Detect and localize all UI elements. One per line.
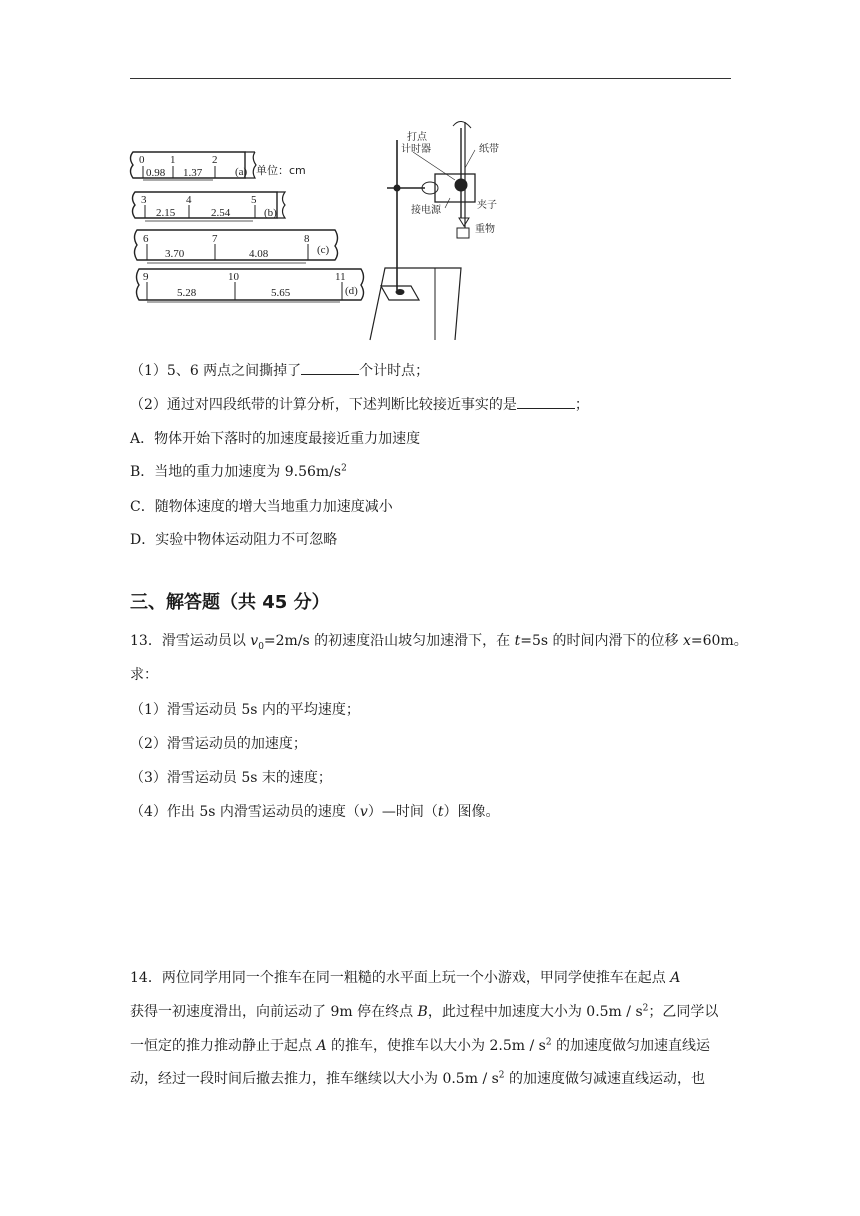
q12-option-b-text: B．当地的重力加速度为 9.56m/s	[130, 464, 342, 480]
q12-part1-text: （1）5、6 两点之间撕掉了	[130, 363, 302, 379]
q12-part2	[130, 394, 589, 414]
q14-sup-2: 2	[545, 1037, 552, 1048]
unit-label: 单位：cm	[256, 164, 306, 177]
tape-d	[137, 269, 364, 302]
tape-a	[131, 152, 257, 180]
tape-d-seg-1: 5.28	[177, 287, 197, 299]
q13-sub4-c: ）图像。	[443, 804, 500, 820]
q12-part1-tail: 个计时点；	[359, 363, 430, 379]
q12-option-d: D．实验中物体运动阻力不可忽略	[130, 532, 338, 548]
tape-b-seg-1: 2.15	[156, 207, 176, 219]
q12-option-b-sup: 2	[341, 463, 347, 474]
q13-sub4-a: （4）作出 5s 内滑雪运动员的速度（	[130, 804, 360, 820]
tape-b	[133, 192, 286, 221]
label-weight: 重物	[475, 224, 495, 235]
tape-c	[135, 230, 338, 263]
q12-part2-tail: ；	[574, 397, 589, 413]
tape-b-point-5: 5	[251, 194, 257, 206]
q14-point-a: A	[670, 970, 681, 986]
tape-b-point-3: 3	[141, 194, 147, 206]
tape-c-point-8: 8	[304, 233, 310, 245]
tape-a-seg-2: 1.37	[183, 167, 203, 179]
label-timer-1: 打点	[407, 132, 427, 143]
tape-c-seg-2: 4.08	[249, 248, 269, 260]
tape-d-point-11: 11	[335, 271, 346, 283]
q12-option-c: C．随物体速度的增大当地重力加速度减小	[130, 499, 393, 515]
q14-point-a-2: A	[316, 1038, 327, 1054]
q13-line2: 求：	[130, 667, 158, 683]
tape-c-point-7: 7	[212, 233, 218, 245]
tape-a-point-2: 2	[212, 154, 218, 166]
q12-part2-text: （2）通过对四段纸带的计算分析，下述判断比较接近事实的是	[130, 397, 517, 413]
q13-x: x	[683, 633, 691, 649]
label-clip: 夹子	[477, 200, 497, 211]
q14-text-1: 14．两位同学用同一个推车在同一粗糙的水平面上玩一个小游戏，甲同学使推车在起点	[130, 970, 671, 986]
q12-option-a: A．物体开始下落时的加速度最接近重力加速度	[130, 431, 421, 447]
experiment-figure	[125, 108, 505, 352]
q14-text-2b: ，此过程中加速度大小为 0.5m / s	[427, 1004, 643, 1020]
q14-text-4a: 动，经过一段时间后撤去推力，推车继续以大小为 0.5m / s	[130, 1071, 499, 1087]
tape-a-point-0: 0	[139, 154, 145, 166]
q13-text-d: =60m。	[690, 633, 748, 649]
tape-a-seg-1: 0.98	[146, 167, 166, 179]
q14-text-4b: 的加速度做匀减速直线运动，也	[504, 1071, 705, 1087]
q13-t: t	[514, 633, 521, 649]
tape-d-seg-2: 5.65	[271, 287, 291, 299]
tape-d-point-9: 9	[143, 271, 149, 283]
section-3-heading: 三、解答题（共 45 分）	[130, 592, 330, 613]
q12-option-b	[130, 461, 347, 481]
q14-line3	[130, 1035, 710, 1055]
q12-part1	[130, 360, 429, 380]
q13-sub4-t: t	[437, 804, 444, 820]
header-rule	[130, 78, 731, 79]
q14-line4	[130, 1068, 705, 1088]
q12-part1-blank	[301, 362, 359, 375]
label-power: 接电源	[411, 205, 441, 216]
q13-v0-sub: 0	[258, 641, 264, 652]
q14-text-3b: 的推车，使推车以大小为 2.5m / s	[326, 1038, 546, 1054]
label-timer-2: 计时器	[401, 144, 431, 155]
q13-line1	[130, 630, 748, 652]
tape-d-tag: (d)	[345, 285, 358, 297]
q13-v0: v	[250, 633, 259, 649]
q13-text-b: =2m/s 的初速度沿山坡匀加速滑下，在	[263, 633, 515, 649]
tape-c-point-6: 6	[143, 233, 149, 245]
q13-sub4-v: v	[359, 804, 368, 820]
tape-d-point-10: 10	[228, 271, 239, 283]
q13-text-c: =5s 的时间内滑下的位移	[520, 633, 684, 649]
q13-text-a: 13．滑雪运动员以	[130, 633, 251, 649]
q13-sub4-b: ）—时间（	[367, 804, 438, 820]
q14-text-2a: 获得一初速度滑出，向前运动了 9m 停在终点	[130, 1004, 418, 1020]
q14-sup-3: 2	[498, 1070, 505, 1081]
tape-c-seg-1: 3.70	[165, 248, 185, 260]
tape-a-point-1: 1	[170, 154, 176, 166]
q13-sub1: （1）滑雪运动员 5s 内的平均速度；	[130, 702, 360, 718]
q14-line1	[130, 967, 680, 987]
q14-point-b: B	[417, 1004, 428, 1020]
q14-line2	[130, 1001, 718, 1021]
tape-c-tag: (c)	[317, 244, 330, 256]
q13-sub4	[130, 801, 499, 821]
tape-b-point-4: 4	[186, 194, 192, 206]
q13-sub3: （3）滑雪运动员 5s 末的速度；	[130, 770, 332, 786]
q12-part2-blank	[517, 396, 575, 409]
tape-a-tag: (a)	[235, 166, 248, 178]
label-paper-tape: 纸带	[479, 144, 499, 155]
q14-text-3a: 一恒定的推力推动静止于起点	[130, 1038, 317, 1054]
tape-b-tag: (b)	[264, 207, 277, 219]
q13-sub2: （2）滑雪运动员的加速度；	[130, 736, 307, 752]
q14-text-3c: 的加速度做匀加速直线运	[551, 1038, 711, 1054]
q14-sup-1: 2	[642, 1003, 649, 1014]
tape-b-seg-2: 2.54	[211, 207, 231, 219]
q14-text-2c: ；乙同学以	[648, 1004, 719, 1020]
